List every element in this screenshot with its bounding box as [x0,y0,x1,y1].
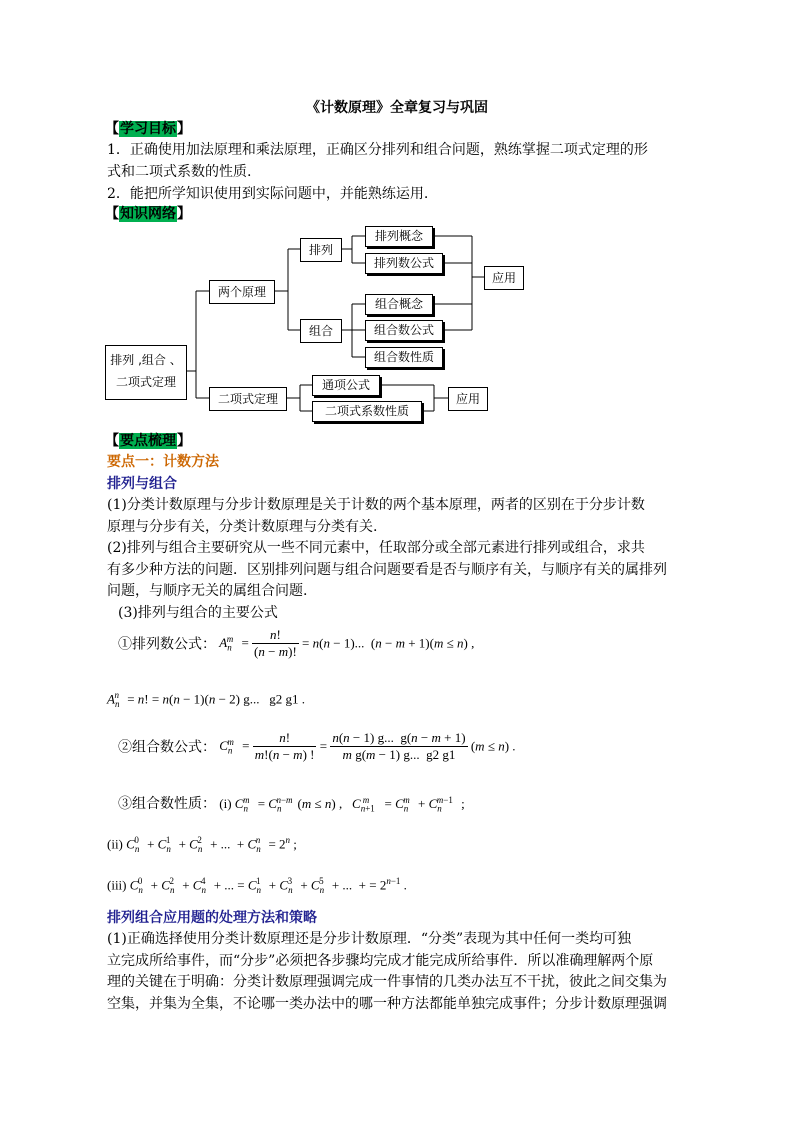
diagram-perm-concept-box: 排列概念 [365,226,433,247]
diagram-root-line-1: 排列 ,组合 、 [110,353,182,367]
section-goals-heading: 【学习目标】 [105,121,191,137]
strategy-heading: 排列组合应用题的处理方法和策略 [107,910,317,926]
page-title: 《计数原理》全章复习与巩固 [306,100,488,116]
goal-line-3: 2．能把所学知识使用到实际问题中，并能熟练运用. [107,186,429,202]
formula-iii-label: (iii) [107,877,127,893]
point1-p2-line3: 问题，与顺序无关的属组合问题. [107,583,308,599]
formula-comb-prop-i: (i) [219,796,232,811]
point1-heading: 要点一：计数方法 [107,454,219,470]
diagram-comb-concept-box: 组合概念 [365,294,433,315]
section-goals-label: 学习目标 [120,121,176,137]
section-network-label: 知识网络 [120,206,176,222]
formula-comb-property: ③组合数性质： (i) $C_n^m = C_n^{n-m}$ (m ≤ n) , $C_{n+1}^m = C_n^m + C_n^{m-1}$ ; [118,794,465,814]
goal-line-1: 1．正确使用加法原理和乘法原理，正确区分排列和组合问题，熟练掌握二项式定理的形 [107,142,648,158]
formula-perm-full: $A_n^n = n$! = n(n − 1)(n − 2) g... g2 g1 . [107,690,305,709]
strategy-line-2: 立完成所给事件，而“分步”必须把各步骤均完成才能完成所给事件．所以准确理解两个原 [107,953,654,969]
diagram-binomial-box: 二项式定理 [209,387,287,411]
diagram-comb-box: 组合 [300,319,342,343]
section-points-heading: 【要点梳理】 [105,433,191,449]
formula-ii-label: (ii) [107,836,123,852]
strategy-line-4: 空集，并集为全集，不论哪一类办法中的哪一种方法都能单独完成事件；分步计数原理强调 [107,996,667,1012]
formula-comb-label: ②组合数公式： [118,739,216,756]
diagram-apply-box-2: 应用 [448,387,488,411]
formula-binom-odd-even: (iii) $C_n^0 + C_n^2 + C_n^4$ + ... = $C_n^1 + C_n^3 + C_n^5$ + ... + = $2^{n-1}$ . [107,876,407,895]
strategy-line-3: 理的关键在于明确：分类计数原理强调完成一件事情的几类办法互不干扰，彼此之间交集为 [107,974,667,990]
formula-comb-prop-label: ③组合数性质： [118,796,216,812]
diagram-comb-formula-box: 组合数公式 [365,320,443,341]
formula-perm-count: ①排列数公式： $A_n^m$ = $\frac{n!}{(n - m)!}$ = n(n − 1)... (n − m + 1)(m ≤ n) , [118,627,475,659]
goal-line-2: 式和二项式系数的性质. [107,164,252,180]
section-network-heading: 【知识网络】 [105,206,191,222]
diagram-root-box [105,345,187,400]
diagram-comb-property-box: 组合数性质 [365,347,443,368]
diagram-binom-coef-box: 二项式系数性质 [312,401,422,422]
diagram-perm-box: 排列 [300,238,342,262]
point1-p3: (3)排列与组合的主要公式 [118,605,278,621]
diagram-two-principles-box: 两个原理 [209,280,275,304]
point1-p2-line1: (2)排列与组合主要研究从一些不同元素中，任取部分或全部元素进行排列或组合，求共 [107,540,645,556]
formula-comb-count: ②组合数公式： $C_n^m$ = $\frac{n!}{m!(n - m) !}$ = $\frac{n(n - 1) g... g(n - m + 1)}{\text{m g(m − 1) g... g2 g1}}$ (m ≤ n) . [118,730,516,762]
diagram-root-line-2: 二项式定理 [115,375,176,389]
point1-p1-line1: (1)分类计数原理与分步计数原理是关于计数的两个基本原理，两者的区别在于分步计数 [107,497,645,513]
strategy-line-1: (1)正确选择使用分类计数原理还是分步计数原理．“分类”表现为其中任何一类均可独 [107,931,632,947]
section-points-label: 要点梳理 [120,433,176,449]
point1-p1-line2: 原理与分步有关，分类计数原理与分类有关. [107,519,378,535]
point1-subheading: 排列与组合 [107,476,177,492]
formula-binom-sum: (ii) $C_n^0 + C_n^1 + C_n^2$ + ... + $C_n^n = 2^n$ ; [107,835,297,854]
diagram-apply-box-1: 应用 [484,266,524,290]
diagram-general-term-box: 通项公式 [312,375,380,396]
diagram-perm-formula-box: 排列数公式 [365,253,443,274]
point1-p2-line2: 有多少种方法的问题．区别排列问题与组合问题要看是否与顺序有关，与顺序有关的属排列 [107,562,667,578]
formula-perm-label: ①排列数公式： [118,636,216,653]
